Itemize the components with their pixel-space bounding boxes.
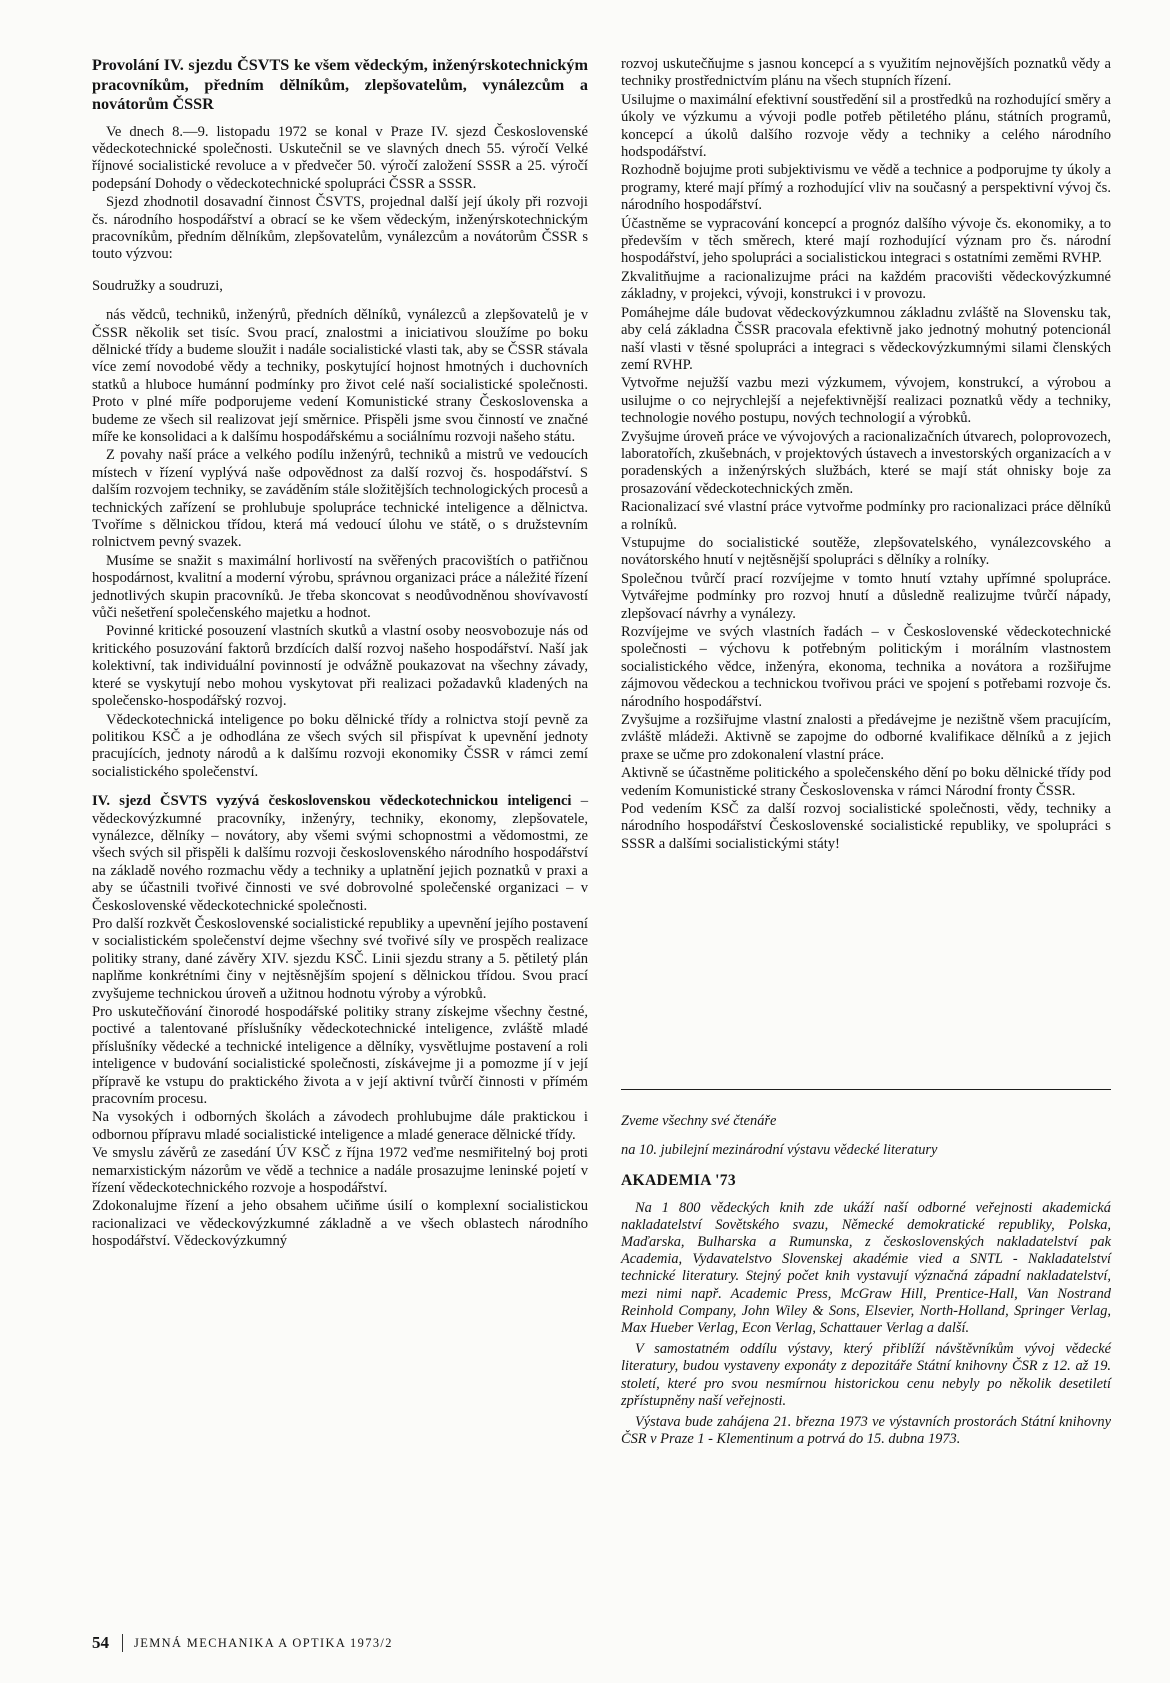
- announcement-paragraph: V samostatném oddílu výstavy, který přiblíží návštěvníkům vývoj vědecké literatury, budou vystaveny exponáty z depozitáře Státní knihovny ČSR z 12. až 19. století, které pro svou nesmírnou historickou cenu nebyly po několik desetiletí zpřístupněny naší veřejnosti.: [621, 1341, 1111, 1409]
- continuation-paragraph: rozvoj uskutečňujme s jasnou koncepcí a s využitím nejnovějších poznatků vědy a techniky prostřednictvím plánu na všech stupních řízení.: [621, 56, 1111, 90]
- appeal-paragraph: Usilujme o maximální efektivní soustředění sil a prostředků na rozhodující směry a úkoly ve výzkumu a vývoji podle potřeb pětiletého plánu, státních programů, koncepcí a úkolů dalšího rozvoje vědy a techniky a celého národního hodspodářství.: [621, 91, 1111, 161]
- body-paragraph: Povinné kritické posouzení vlastních skutků a vlastní osoby neosvobozuje nás od kritického posuzování faktorů brzdících další rozvoj našeho hospodářství. Naší jak kolektivní, tak individuální povinností je odvážně poukazovat na všechny závady, které se vyskytují nebo mohou vyskytovat při realizaci požadavků kladených na společensko-hospodářský rozvoj.: [92, 623, 588, 710]
- appeal-paragraph: Rozhodně bojujme proti subjektivismu ve vědě a technice a podporujme ty úkoly a programy, které mají přímý a rozhodující vliv na současný a perspektivní vývoj čs. národního hospodářství.: [621, 162, 1111, 214]
- section-divider: [621, 1089, 1111, 1090]
- appeal-paragraph: Zvyšujme úroveň práce ve vývojových a racionalizačních útvarech, poloprovozech, laboratořích, zkušebnách, v projektových ústavech a investorských organizacích a v poradenských a inženýrských službách, které se mají stát ohnisky boje za prosazování vědeckotechnických změn.: [621, 428, 1111, 497]
- journal-name: JEMNÁ MECHANIKA A OPTIKA 1973/2: [134, 1635, 393, 1650]
- body-paragraph: nás vědců, techniků, inženýrů, předních dělníků, vynálezců a zlepšovatelů je v ČSSR několik set tisíc. Svou prací, znalostmi a iniciativou sloužíme po boku dělnické třídy a budeme sloužit i nadále socialistické vlasti tak, aby se ČSSR stávala více zemí novodobé vědy a techniky, poskytující hojnost hmotných i duchovních statků a hluboce humánní podmínky pro život celé naší socialistické společnosti. Proto v plné míře podporujeme vedení Komunistické strany Československa a budeme ze všech sil realizovat její směrnice. Přispěli jsme svou činností ve značné míře ke konsolidaci a k dalšímu hospodářskému a sociálnímu rozvoji našeho státu.: [92, 307, 588, 445]
- right-column: [621, 56, 1111, 854]
- announcement-invite: Zveme všechny své čtenáře: [621, 1113, 777, 1129]
- appeal-paragraph: Vytvořme nejužší vazbu mezi výzkumem, vývojem, konstrukcí, a výrobou a usilujme o co nejrychlejší a nejefektivnější realizaci poznatků vědy a techniky, technologie nového postupu, nových technologií a výrobků.: [621, 375, 1111, 427]
- appeal-paragraph: Účastněme se vypracování koncepcí a prognóz dalšího vývoje čs. ekonomiky, a to především v těch směrech, které mají rozhodující význam pro čs. národní hospodářství, jeho spolupráci a socialistickou integraci s ostatními zeměmi RVHP.: [621, 215, 1111, 267]
- appeal-paragraph: Ve smyslu závěrů ze zasedání ÚV KSČ z října 1972 veďme nesmiřitelný boj proti nemarxistickým názorům ve vědě a technice a nadále prosazujme leninské pojetí v řízení vědeckotechnického rozvoje a hospodářství.: [92, 1145, 588, 1197]
- appeal-paragraph: Na vysokých i odborných školách a závodech prohlubujme dále praktickou i odbornou přípravu mladé socialistické inteligence a mladé generace dělnické třídy.: [92, 1109, 588, 1143]
- appeal-rest: – vědeckovýzkumné pracovníky, inženýry, techniky, ekonomy, zlepšovatele, vynálezce, dělníky – novátory, aby všemi svými schopnostmi a vědomostmi, ze všech svých sil přispěli k dalšímu rozvoji československého národního hospodářství na základě nového rozmachu vědy a techniky a uplatnění jejich poznatků v praxi a aby se účastnili tvořivé činnosti ve své dobrovolné společenské organizaci – v Československé vědeckotechnické společnosti.: [92, 793, 588, 914]
- appeal-paragraph: Zkvalitňujme a racionalizujme práci na každém pracovišti vědeckovýzkumné základny, v projekci, vývoji, konstrukci i v provozu.: [621, 268, 1111, 303]
- closing-paragraph: Pod vedením KSČ za další rozvoj socialistické společnosti, vědy, techniky a národního hospodářství Československé socialistické republiky, ve spolupráci s SSSR a dalšími socialistickými státy!: [621, 801, 1111, 852]
- appeal-paragraph: Zdokonalujme řízení a jeho obsahem učiňme úsilí o komplexní socialistickou racionalizaci ve vědeckovýzkumné základně a ve všech oblastech národního hospodářství. Vědeckovýzkumný: [92, 1198, 588, 1250]
- intro-paragraph: Ve dnech 8.—9. listopadu 1972 se konal v Praze IV. sjezd Československé vědeckotechnické společnosti. Uskutečnil se ve slavných dnech 55. výročí Velké říjnové socialistické revoluce a v předvečer 50. výročí založení SSSR a 25. výročí podepsání Dohody o vědeckotechnické spolupráci ČSSR a SSSR.: [92, 123, 588, 192]
- appeal-intro: [92, 793, 588, 915]
- announcement-paragraph: Na 1 800 vědeckých knih zde ukáží naší odborné veřejnosti akademická nakladatelství Sovětského svazu, Německé demokratické republiky, Polska, Maďarska, Bulharska a Rumunska, z československých nakladatelství pak Academia, Vydavatelstvo Slovenskej akadémie vied a SNTL - Nakladatelství technické literatury. Stejný počet knih vystavují význačná západní nakladatelství, mezi nimi např. Academic Press, McGraw Hill, Prentice-Hall, Van Nostrand Reinhold Company, John Wiley & Sons, Elsevier, North-Holland, Springer Verlag, Max Hueber Verlag, Econ Verlag, Schattauer Verlag a další.: [621, 1199, 1111, 1337]
- salutation: Soudružky a soudruzi,: [92, 277, 223, 294]
- appeal-lead: IV. sjezd ČSVTS vyzývá československou vědeckotechnickou inteligenci: [92, 793, 572, 810]
- footer-separator: [122, 1634, 123, 1652]
- appeal-paragraph: Pro uskutečňování činorodé hospodářské politiky strany získejme všechny čestné, poctivé a talentované příslušníky vědeckotechnické inteligence, zvláště mladé příslušníky vědecké a technické inteligence a dělníky, vysvětlujme postavení a roli inteligence v budování socialistické společnosti, získávejme ji a pomozme jí v její přípravě ke vstupu do praktického života a v její aktivní tvůrčí činnosti v přímém pracovním procesu.: [92, 1004, 588, 1108]
- announcement-paragraph: Výstava bude zahájena 21. března 1973 ve výstavních prostorách Státní knihovny ČSR v Praze 1 - Klementinum a potrvá do 15. dubna 1973.: [621, 1414, 1111, 1448]
- article-heading: Provolání IV. sjezdu ČSVTS ke všem vědeckým, inženýrskotechnickým pracovníkům, předním dělníkům, zlepšovatelům, vynálezcům a novátorům ČSSR: [92, 56, 588, 113]
- body-paragraph: Vědeckotechnická inteligence po boku dělnické třídy a rolnictva stojí pevně za politikou KSČ a je odhodlána ze všech svých sil přispívat k upevnění jednoty pracujících, jednoty národů a k dalšímu rozvoji ekonomiky ČSSR v rámci zemí socialistického společenství.: [92, 711, 588, 780]
- left-column: [92, 56, 588, 1252]
- body-paragraph: Musíme se snažit s maximální horlivostí na svěřených pracovištích o patřičnou hospodárnost, kvalitní a moderní výrobu, správnou organizaci práce a náležité řízení jednotlivých skupin pracovníků. Je třeba skoncovat s neodůvodněnou shovívavostí vůči nešetření společenského majetku a hodnot.: [92, 552, 588, 622]
- page-footer: [92, 1633, 393, 1653]
- announcement-invite: na 10. jubilejní mezinárodní výstavu vědecké literatury: [621, 1142, 938, 1159]
- appeal-paragraph: Rozvíjejme ve svých vlastních řadách – v Československé vědeckotechnické společnosti – výchovu k potřebným politickým i morálním vlastnostem socialistického vědce, inženýra, ekonoma, technika a novátora a rozšiřujme zájmovou vědeckou a technickou tvořivou práci ve spojení s potřebami rozvoje čs. národního hospodářství.: [621, 624, 1111, 710]
- appeal-paragraph: Aktivně se účastněme politického a společenského dění po boku dělnické třídy pod vedením Komunistické strany Československa v rámci Národní fronty ČSSR.: [621, 765, 1111, 799]
- appeal-paragraph: Společnou tvůrčí prací rozvíjejme v tomto hnutí vztahy upřímné spolupráce. Vytvářejme podmínky pro rozvoj hnutí a důsledně realizujme tvůrčí nápady, zlepšovací návrhy a vynálezy.: [621, 570, 1111, 622]
- appeal-paragraph: Racionalizací své vlastní práce vytvořme podmínky pro racionalizaci práce dělníků a rolníků.: [621, 499, 1111, 533]
- appeal-paragraph: Zvyšujme a rozšiřujme vlastní znalosti a předávejme je nezištně všem pracujícím, zvláště mládeži. Aktivně se zapojme do odborné kvalifikace dělníků a z jejich praxe se učme pro zdokonalení vlastní práce.: [621, 712, 1111, 763]
- appeal-paragraph: Pro další rozkvět Československé socialistické republiky a upevnění jejího postavení v socialistickém společenství dejme všechny své tvořivé síly ve prospěch realizace politiky strany, dané závěry XIV. sjezdu KSČ. Linii sjezdu strany a 5. pětiletý plán naplňme konkrétními činy v nejtěsnějším spojení s dělnickou třídou. Svou prací zvyšujeme technickou úroveň a užitnou hodnotu výroby a výrobků.: [92, 915, 588, 1002]
- appeal-paragraph: Pomáhejme dále budovat vědeckovýzkumnou základnu zvláště na Slovensku tak, aby celá základna ČSSR pracovala efektivně jako jednotný mohutný potencionál naší vlasti v těsné spolupráci a integraci s vědeckovýzkumnými silami členských zemí RVHP.: [621, 304, 1111, 373]
- intro-paragraph: Sjezd zhodnotil dosavadní činnost ČSVTS, projednal další její úkoly při rozvoji čs. národního hospodářství a obrací se ke všem vědeckým, inženýrskotechnickým pracovníkům, předním dělníkům, zlepšovatelům, vynálezcům a novátorům ČSSR s touto výzvou:: [92, 194, 588, 263]
- announcement-title: AKADEMIA '73: [621, 1172, 736, 1190]
- page-number: 54: [92, 1633, 109, 1652]
- appeal-paragraph: Vstupujme do socialistické soutěže, zlepšovatelského, vynálezcovského a novátorského hnutí v nejtěsnější spolupráci s dělníky a rolníky.: [621, 534, 1111, 569]
- announcement-box: [621, 1113, 1111, 1452]
- body-paragraph: Z povahy naší práce a velkého podílu inženýrů, techniků a mistrů ve vedoucích místech v řízení vyplývá naše odpovědnost za další rozvoj čs. hospodářství. S dalším rozvojem techniky, se zaváděním stále složitějších technologických procesů a technických zařízení se prohlubuje spolupráce technické inteligence a dělnictva. Tvoříme s dělnickou třídou, která má vedoucí úlohu ve státě, o s družstevním rolnictvem pevný svazek.: [92, 447, 588, 551]
